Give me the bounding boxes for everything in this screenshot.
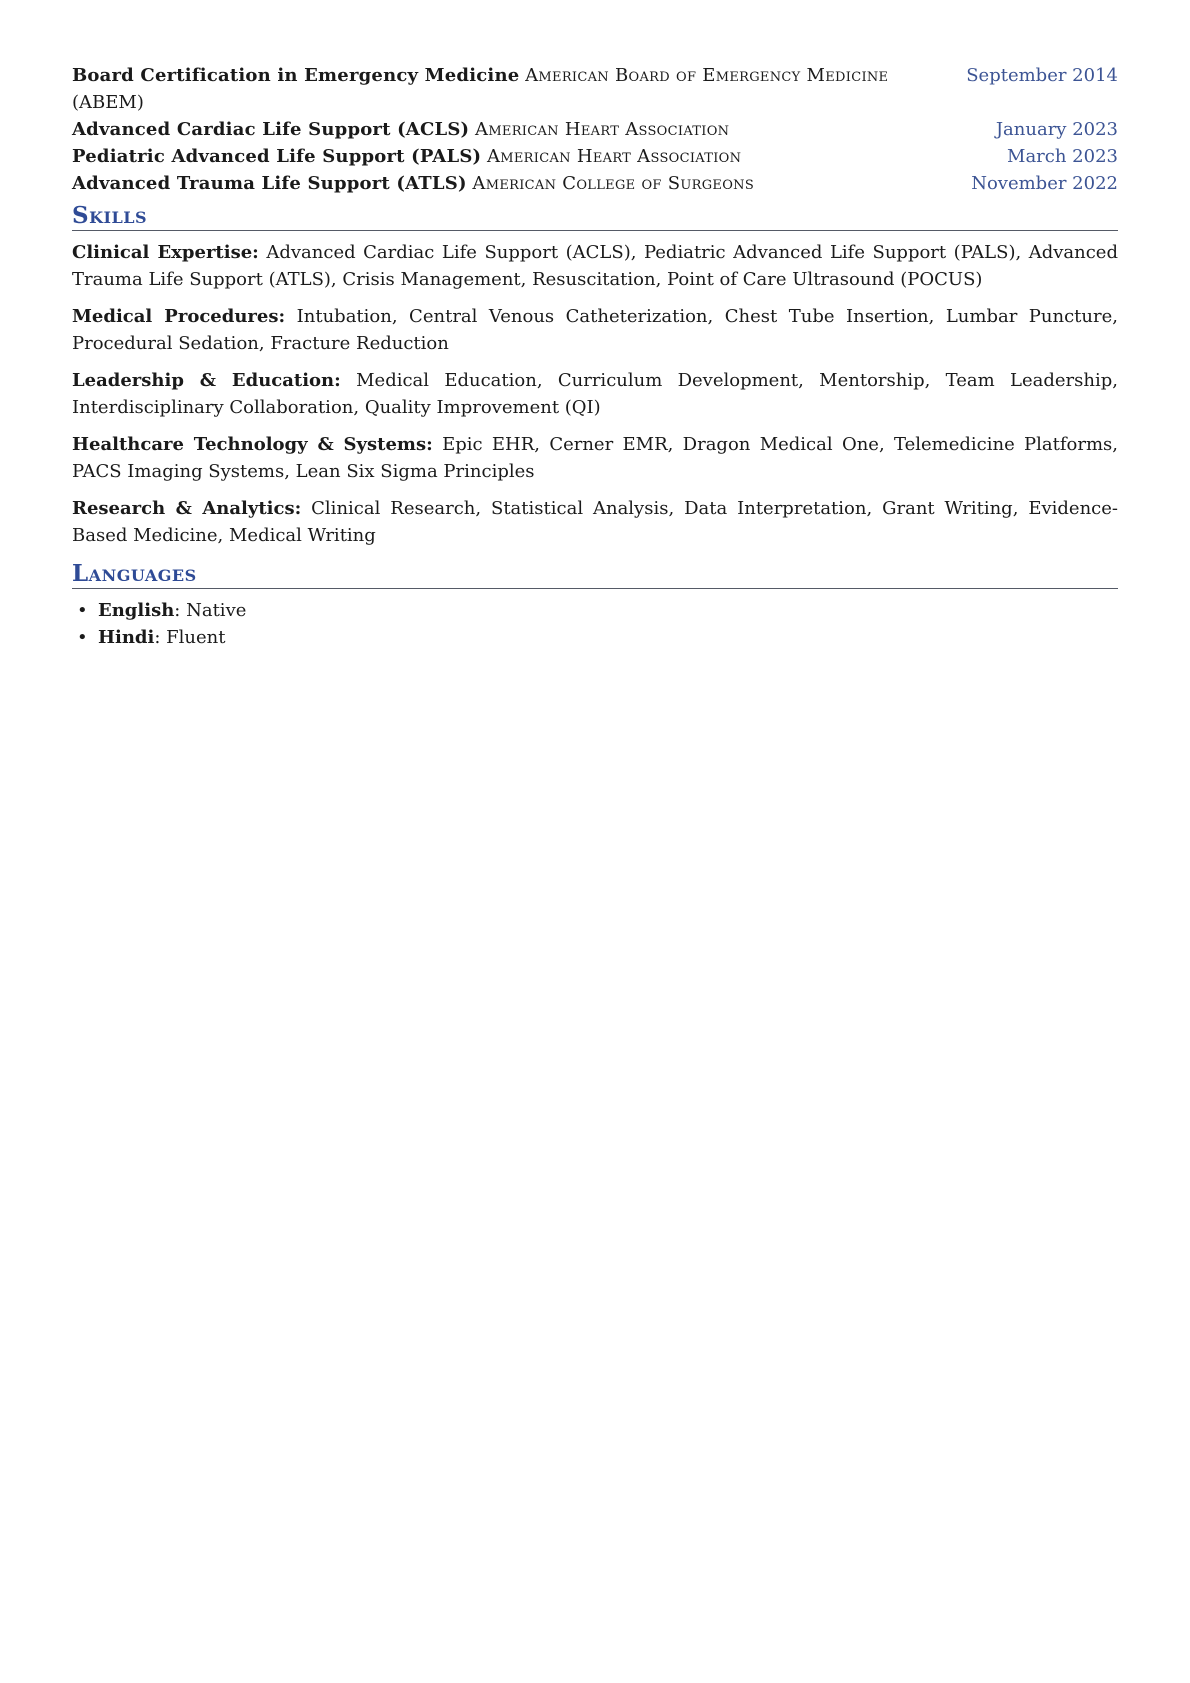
certification-title: Advanced Cardiac Life Support (ACLS) bbox=[72, 119, 470, 140]
bullet-icon: • bbox=[77, 600, 88, 621]
skill-group-label: Healthcare Technology & Systems: bbox=[72, 434, 433, 455]
skill-group-label: Research & Analytics: bbox=[72, 498, 302, 519]
language-level: Native bbox=[186, 600, 247, 621]
skill-group-label: Clinical Expertise: bbox=[72, 242, 259, 263]
certification-entry bbox=[72, 116, 1118, 143]
skill-group-text: Advanced Cardiac Life Support (ACLS), Pediatric Advanced Life Support (PALS), Advanced Trauma Life Support (ATLS), Crisis Management, Resuscitation, Point of Care Ultrasound (POCUS) bbox=[72, 242, 1118, 290]
skill-group-label: Medical Procedures: bbox=[72, 306, 286, 327]
certification-issuer: American Board of Emergency Medicine bbox=[525, 65, 889, 86]
bullet-icon: • bbox=[77, 627, 88, 648]
skill-group bbox=[72, 303, 1118, 357]
certification-issuer: American Heart Association bbox=[475, 119, 730, 140]
certification-date: March 2023 bbox=[1007, 146, 1118, 167]
certification-entry bbox=[72, 143, 1118, 170]
certification-issuer-continued bbox=[72, 89, 1118, 116]
skills-list bbox=[72, 239, 1118, 549]
skills-section-heading bbox=[72, 201, 1118, 231]
resume-page bbox=[72, 62, 1118, 651]
language-name: English bbox=[98, 600, 175, 621]
certification-title: Advanced Trauma Life Support (ATLS) bbox=[72, 173, 467, 194]
certification-issuer: American Heart Association bbox=[486, 146, 742, 167]
skill-group-text: Epic EHR, Cerner EMR, Dragon Medical One, Telemedicine Platforms, PACS Imaging Systems, Lean Six Sigma Principles bbox=[72, 434, 1119, 482]
skills-heading: Skills bbox=[72, 202, 148, 229]
skill-group bbox=[72, 431, 1118, 485]
language-name: Hindi bbox=[98, 627, 155, 648]
certification-issuer-suffix: (ABEM) bbox=[72, 92, 144, 113]
certification-entry bbox=[72, 170, 1118, 197]
skill-group-label: Leadership & Education: bbox=[72, 370, 341, 391]
certification-date: November 2022 bbox=[971, 173, 1118, 194]
languages-heading: Languages bbox=[72, 560, 197, 587]
skill-group-text: Medical Education, Curriculum Development, Mentorship, Team Leadership, Interdisciplinary Collaboration, Quality Improvement (QI) bbox=[72, 370, 1118, 418]
certification-title: Pediatric Advanced Life Support (PALS) bbox=[72, 146, 482, 167]
skill-group bbox=[72, 367, 1118, 421]
skill-group-text: Intubation, Central Venous Catheterization, Chest Tube Insertion, Lumbar Puncture, Procedural Sedation, Fracture Reduction bbox=[72, 306, 1118, 354]
skill-group bbox=[72, 239, 1118, 293]
certification-date: January 2023 bbox=[995, 119, 1118, 140]
certification-date: September 2014 bbox=[966, 65, 1118, 86]
certification-entry bbox=[72, 62, 1118, 89]
certification-title: Board Certification in Emergency Medicine bbox=[72, 65, 520, 86]
skill-group-text: Clinical Research, Statistical Analysis, Data Interpretation, Grant Writing, Evidence-Based Medicine, Medical Writing bbox=[72, 498, 1118, 546]
skill-group bbox=[72, 495, 1118, 549]
language-level: Fluent bbox=[166, 627, 226, 648]
language-item: • English: Native bbox=[72, 597, 1118, 624]
language-item: • Hindi: Fluent bbox=[72, 624, 1118, 651]
languages-section-heading bbox=[72, 559, 1118, 589]
languages-list bbox=[72, 597, 1118, 651]
certifications-list bbox=[72, 62, 1118, 197]
certification-issuer: American College of Surgeons bbox=[472, 173, 755, 194]
